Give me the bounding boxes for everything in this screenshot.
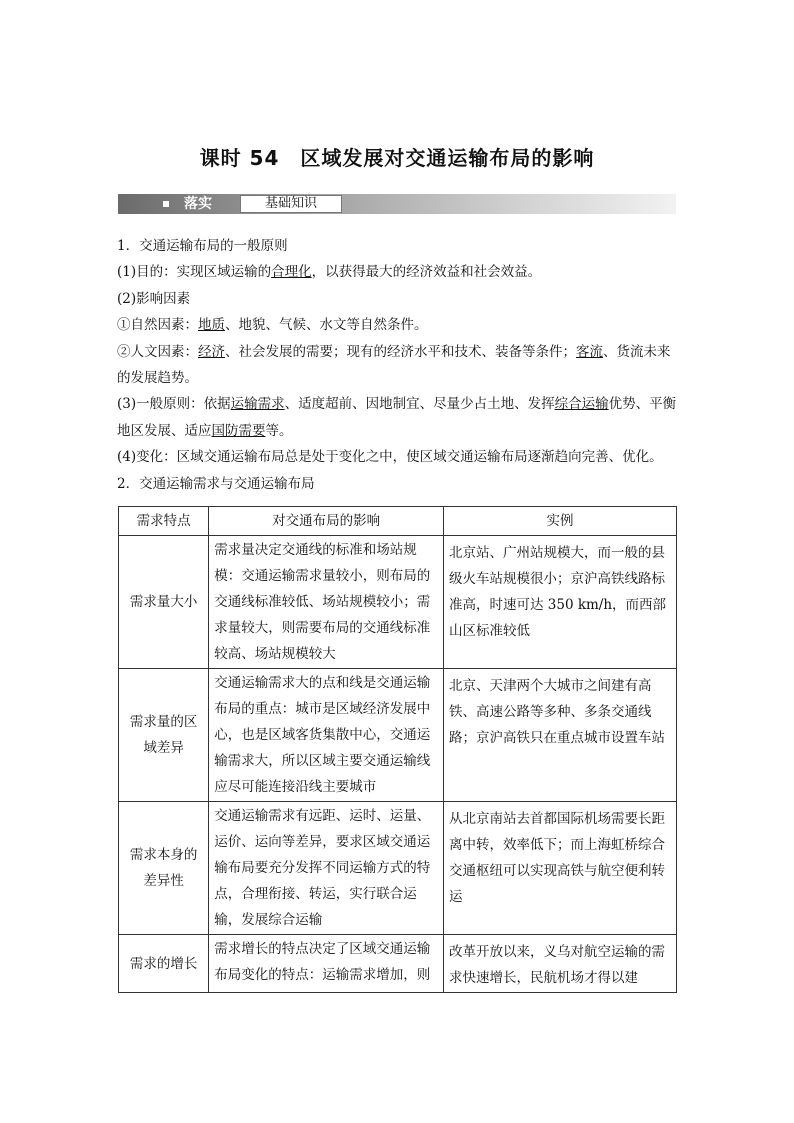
change-paragraph: (4)变化：区域交通运输布局总是处于变化之中，使区域交通运输布局逐渐趋向完善、优化。 bbox=[117, 449, 663, 466]
header-example: 实例 bbox=[443, 507, 676, 536]
feature-cell: 需求量大小 bbox=[119, 536, 209, 669]
section-banner bbox=[118, 194, 676, 214]
page-title: 课时 54 区域发展对交通运输布局的影响 bbox=[199, 146, 595, 170]
natural-suffix: 、地貌、气候、水文等自然条件。 bbox=[225, 317, 428, 334]
example-cell: 改革开放以来，义乌对航空运输的需求快速增长，民航机场才得以建 bbox=[443, 935, 676, 993]
square-bullet-icon bbox=[163, 201, 169, 207]
human-prefix: ②人文因素： bbox=[117, 343, 198, 360]
natural-underline: 地质 bbox=[198, 317, 225, 334]
human-suffix: 、货流未来的发展趋势。 bbox=[117, 343, 671, 387]
principle-underline-3: 国防需要 bbox=[211, 422, 266, 439]
human-factors bbox=[117, 339, 679, 392]
header-feature: 需求特点 bbox=[119, 507, 209, 536]
goal-paragraph bbox=[117, 259, 679, 285]
principle-prefix: (3)一般原则：依据 bbox=[117, 396, 231, 413]
impact-cell: 交通运输需求大的点和线是交通运输布局的重点：城市是区域经济发展中心，也是区域客货集散中心，交通运输需求大，所以区域主要交通运输线应尽可能连接沿线主要城市 bbox=[209, 669, 444, 802]
goal-suffix: ，以获得最大的经济效益和社会效益。 bbox=[311, 264, 542, 281]
impact-cell: 交通运输需求有远距、运时、运量、运价、运向等差异，要求区域交通运输布局要充分发挥不同运输方式的特点，合理衔接、转运，实行联合运输，发展综合运输 bbox=[209, 802, 444, 935]
feature-cell: 需求量的区域差异 bbox=[119, 669, 209, 802]
factors-heading: (2)影响因素 bbox=[117, 290, 191, 307]
feature-cell: 需求本身的差异性 bbox=[119, 802, 209, 935]
principle-underline-1: 运输需求 bbox=[230, 396, 285, 413]
table-row bbox=[119, 536, 677, 669]
banner-right-label: 基础知识 bbox=[240, 195, 342, 213]
banner-left-label: 落实 bbox=[184, 196, 212, 212]
demand-table bbox=[118, 506, 677, 993]
natural-prefix: ①自然因素： bbox=[117, 317, 198, 334]
header-impact: 对交通布局的影响 bbox=[209, 507, 444, 536]
feature-cell: 需求的增长 bbox=[119, 935, 209, 993]
example-cell: 北京、天津两个大城市之间建有高铁、高速公路等多种、多条交通线路；京沪高铁只在重点城市设置车站 bbox=[443, 669, 676, 802]
principle-underline-2: 综合运输 bbox=[554, 396, 609, 413]
section2-heading: 2．交通运输需求与交通运输布局 bbox=[117, 475, 315, 492]
principle-mid-2: 优势、平衡地区发展、适应 bbox=[117, 396, 677, 439]
table-row bbox=[119, 669, 677, 802]
human-underline-2: 客流 bbox=[576, 343, 603, 360]
principles-paragraph bbox=[117, 391, 679, 444]
table-row bbox=[119, 935, 677, 993]
table-row bbox=[119, 802, 677, 935]
principle-suffix: 等。 bbox=[265, 422, 293, 439]
goal-underline: 合理化 bbox=[271, 264, 312, 281]
section1-content bbox=[117, 233, 679, 497]
section1-heading: 1．交通运输布局的一般原则 bbox=[117, 238, 288, 254]
goal-prefix: (1)目的：实现区域运输的 bbox=[117, 264, 272, 281]
human-underline-1: 经济 bbox=[198, 343, 225, 360]
impact-cell: 需求量决定交通线的标准和场站规模：交通运输需求量较小，则布局的交通线标准较低、场站规模较小；需求量较大，则需要布局的交通线标准较高、场站规模较大 bbox=[209, 536, 444, 669]
example-cell: 从北京南站去首都国际机场需要长距离中转，效率低下；而上海虹桥综合交通枢纽可以实现高铁与航空便利转运 bbox=[443, 802, 676, 935]
example-cell: 北京站、广州站规模大，而一般的县级火车站规模很小；京沪高铁线路标准高，时速可达 350 km/h，而西部山区标准较低 bbox=[443, 536, 676, 669]
table-header-row bbox=[119, 507, 677, 536]
impact-cell: 需求增长的特点决定了区域交通运输布局变化的特点：运输需求增加，则 bbox=[209, 935, 444, 993]
principle-mid-1: 、适度超前、因地制宜、尽量少占土地、发挥 bbox=[284, 396, 555, 413]
human-mid: 、社会发展的需要；现有的经济水平和技术、装备等条件； bbox=[225, 343, 576, 360]
natural-factors bbox=[117, 312, 679, 338]
